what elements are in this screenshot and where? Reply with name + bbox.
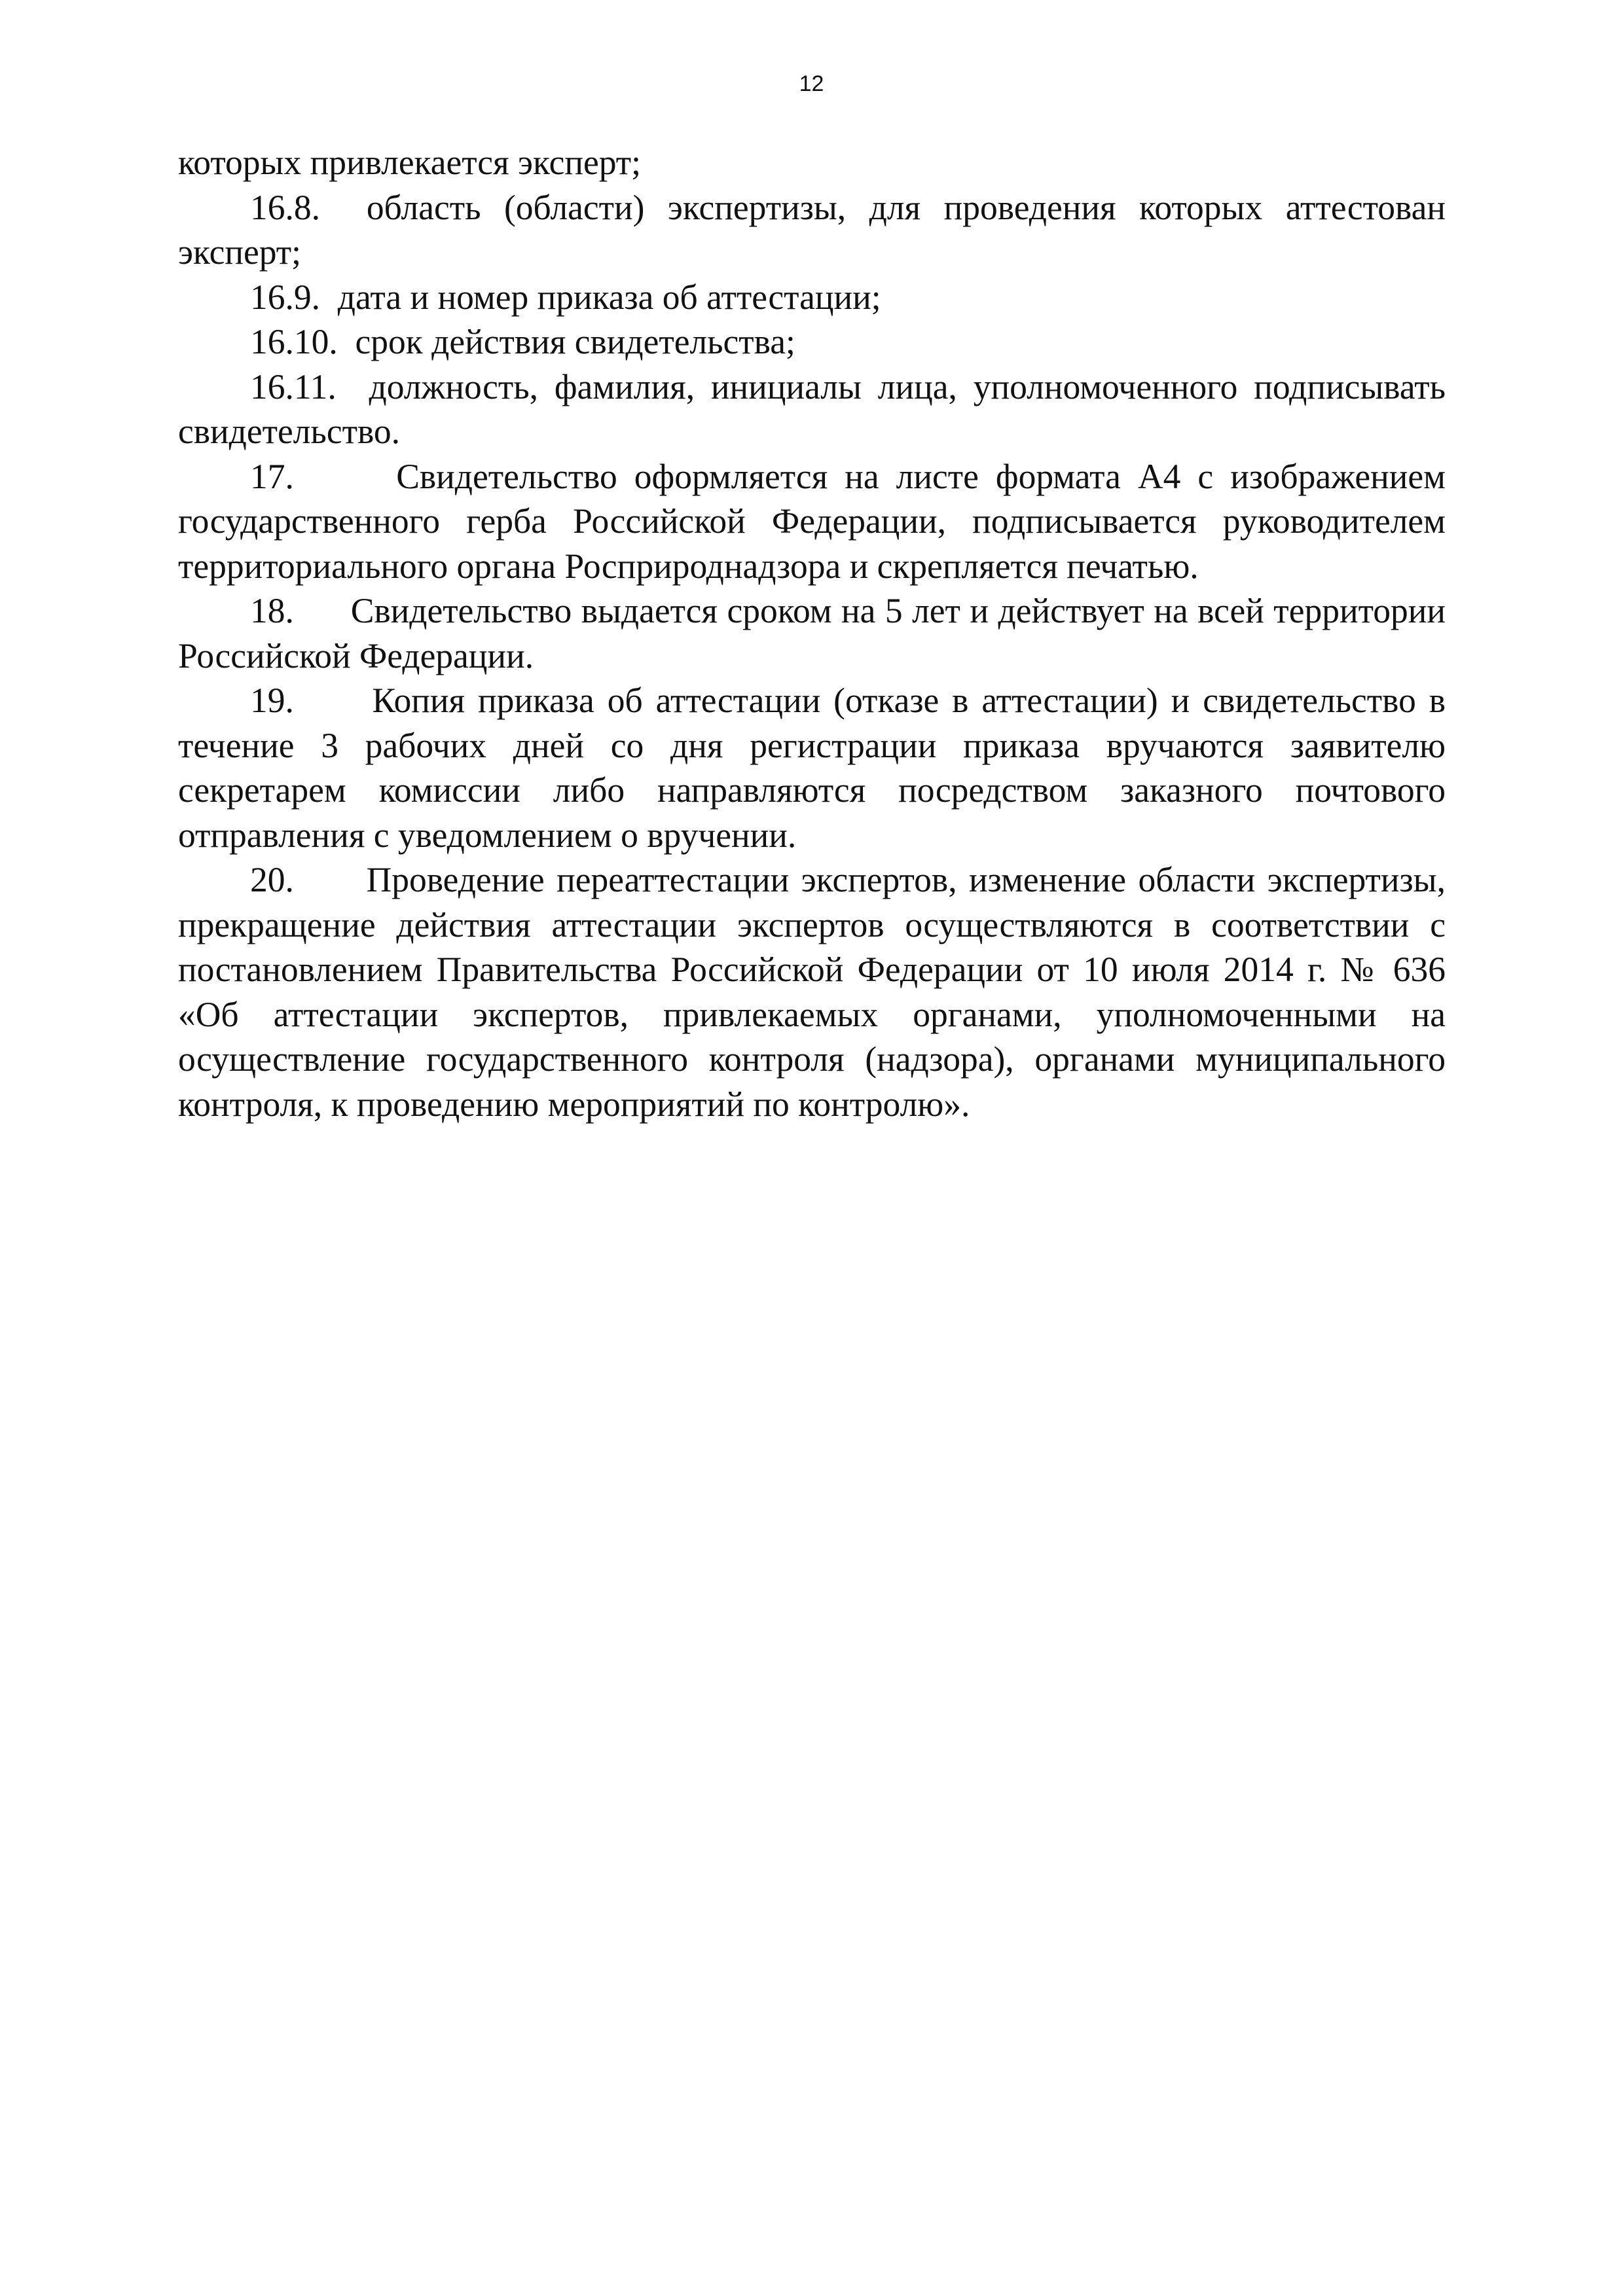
clause-number: 17. — [250, 456, 294, 496]
page-number: 12 — [799, 71, 824, 96]
paragraph-text: дата и номер приказа об аттестации; — [337, 277, 881, 317]
paragraph-text: Проведение переаттестации экспертов, изменение области экспертизы, прекращение действия аттестации экспертов осуществляются в соответствии с постановлением Правительства Российской Федерации от 10 июля 2014 г. № 636 «Об аттестации экспертов, привлекаемых органами, уполномоченными на осуществление государственного контроля (надзора), органами муниципального контроля, к проведению мероприятий по контролю». — [178, 860, 1446, 1124]
paragraph-19 — [178, 678, 1446, 857]
paragraph-text: Свидетельство выдается сроком на 5 лет и действует на всей территории Российской Федерации. — [178, 591, 1446, 675]
paragraph-16-9 — [178, 275, 1446, 320]
clause-number: 20. — [250, 860, 294, 899]
paragraph-17 — [178, 454, 1446, 589]
document-body — [178, 140, 1446, 1126]
clause-number: 16.10. — [250, 322, 338, 361]
paragraph-18 — [178, 588, 1446, 678]
paragraph-20 — [178, 857, 1446, 1126]
paragraph-16-8 — [178, 185, 1446, 275]
clause-number: 16.8. — [250, 187, 320, 227]
paragraph-16-11 — [178, 365, 1446, 454]
paragraph-text: область (области) экспертизы, для проведения которых аттестован эксперт; — [178, 187, 1446, 272]
paragraph-text: Свидетельство оформляется на листе формата А4 с изображением государственного герба Российской Федерации, подписывается руководителем территориального органа Росприроднадзора и скрепляется печатью. — [178, 456, 1446, 586]
clause-number: 18. — [250, 591, 294, 630]
paragraph-16-10 — [178, 319, 1446, 365]
paragraph-text: которых привлекается эксперт; — [178, 143, 642, 182]
paragraph-continuation — [178, 140, 1446, 185]
paragraph-text: срок действия свидетельства; — [355, 322, 795, 361]
paragraph-text: должность, фамилия, инициалы лица, уполномоченного подписывать свидетельство. — [178, 367, 1446, 451]
clause-number: 19. — [250, 681, 294, 720]
paragraph-text: Копия приказа об аттестации (отказе в аттестации) и свидетельство в течение 3 рабочих дней со дня регистрации приказа вручаются заявителю секретарем комиссии либо направляются посредством заказного почтового отправления с уведомлением о вручении. — [178, 681, 1446, 855]
clause-number: 16.9. — [250, 277, 320, 317]
clause-number: 16.11. — [250, 367, 337, 406]
